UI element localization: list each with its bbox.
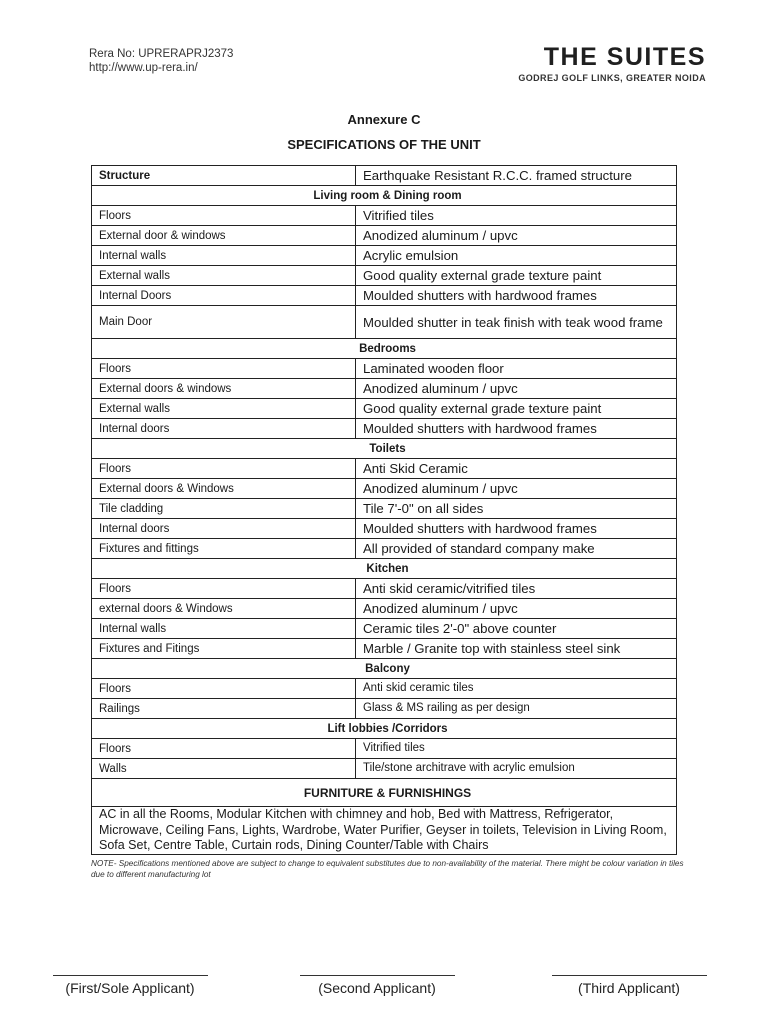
spec-label: Internal walls xyxy=(92,246,356,266)
table-row xyxy=(92,499,677,519)
spec-label: Railings xyxy=(92,699,356,719)
spec-label: Floors xyxy=(92,739,356,759)
signature-label: (First/Sole Applicant) xyxy=(65,980,195,996)
rera-number: Rera No: UPRERAPRJ2373 xyxy=(89,48,234,60)
table-row xyxy=(92,539,677,559)
table-row xyxy=(92,226,677,246)
structure-value: Earthquake Resistant R.C.C. framed structure xyxy=(356,166,677,186)
table-row xyxy=(92,206,677,226)
section-heading-row xyxy=(92,439,677,459)
spec-label: Tile cladding xyxy=(92,499,356,519)
table-row xyxy=(92,619,677,639)
section-heading-row xyxy=(92,559,677,579)
spec-value: Acrylic emulsion xyxy=(356,246,677,266)
table-row xyxy=(92,359,677,379)
spec-value: Vitrified tiles xyxy=(356,739,677,759)
spec-value: Laminated wooden floor xyxy=(356,359,677,379)
section-heading: Living room & Dining room xyxy=(92,186,677,206)
spec-value: Moulded shutters with hardwood frames xyxy=(356,519,677,539)
brand-subtitle: GODREJ GOLF LINKS, GREATER NOIDA xyxy=(518,73,706,83)
spec-label: External doors & Windows xyxy=(92,479,356,499)
spec-value: Anti skid ceramic/vitrified tiles xyxy=(356,579,677,599)
table-row xyxy=(92,459,677,479)
furnishings-section xyxy=(92,779,677,855)
spec-label: External walls xyxy=(92,399,356,419)
table-row xyxy=(92,739,677,759)
section-heading-row xyxy=(92,339,677,359)
table-row xyxy=(92,379,677,399)
spec-label: Internal walls xyxy=(92,619,356,639)
signature-second-applicant xyxy=(297,975,457,996)
spec-value: Anti Skid Ceramic xyxy=(356,459,677,479)
spec-value: Ceramic tiles 2'-0" above counter xyxy=(356,619,677,639)
table-row-structure xyxy=(92,166,677,186)
table-row xyxy=(92,419,677,439)
signature-third-applicant xyxy=(549,975,709,996)
rera-info xyxy=(89,47,233,75)
spec-value: Marble / Granite top with stainless steel sink xyxy=(356,639,677,659)
furnishings-text: AC in all the Rooms, Modular Kitchen with chimney and hob, Bed with Mattress, Refrigerator, Microwave, Ceiling Fans, Lights, Wardrobe, Water Purifier, Geyser in toilets, Television in Living Room, Sofa Set, Centre Table, Curtain rods, Dining Counter/Table with Chairs xyxy=(92,807,677,855)
note-text: NOTE- Specifications mentioned above are subject to change to equivalent substitutes due to non-availability of the material. There might be colour variation in tiles due to different manufacturing lot xyxy=(91,859,684,879)
table-row xyxy=(92,286,677,306)
spec-label: External doors & windows xyxy=(92,379,356,399)
signature-line xyxy=(53,975,208,976)
table-row xyxy=(92,246,677,266)
spec-value: Good quality external grade texture paint xyxy=(356,266,677,286)
spec-label: Main Door xyxy=(92,306,356,339)
specifications-table-body xyxy=(92,166,677,779)
table-row xyxy=(92,479,677,499)
table-row xyxy=(92,599,677,619)
furnishings-heading: FURNITURE & FURNISHINGS xyxy=(92,779,677,807)
table-row xyxy=(92,679,677,699)
signature-label: (Third Applicant) xyxy=(578,980,680,996)
table-row xyxy=(92,579,677,599)
spec-label: external doors & Windows xyxy=(92,599,356,619)
spec-label: Floors xyxy=(92,579,356,599)
table-row xyxy=(92,519,677,539)
table-row xyxy=(92,266,677,286)
brand-title: THE SUITES xyxy=(543,43,706,71)
spec-label: External door & windows xyxy=(92,226,356,246)
spec-label: Floors xyxy=(92,459,356,479)
signature-first-applicant xyxy=(50,975,210,996)
brand-logo xyxy=(518,44,706,83)
spec-value: Tile/stone architrave with acrylic emulsion xyxy=(356,759,677,779)
structure-label: Structure xyxy=(92,166,356,186)
spec-label: Internal doors xyxy=(92,419,356,439)
spec-value: Anodized aluminum / upvc xyxy=(356,379,677,399)
annexure-heading: Annexure C xyxy=(347,112,421,127)
section-heading: Balcony xyxy=(92,659,677,679)
rera-url: http://www.up-rera.in/ xyxy=(89,62,198,74)
spec-value: Vitrified tiles xyxy=(356,206,677,226)
table-row xyxy=(92,399,677,419)
section-heading: Lift lobbies /Corridors xyxy=(92,719,677,739)
page-title: SPECIFICATIONS OF THE UNIT xyxy=(287,137,481,152)
furnishings-heading-row xyxy=(92,779,677,807)
spec-label: Floors xyxy=(92,206,356,226)
table-row xyxy=(92,759,677,779)
spec-label: Internal doors xyxy=(92,519,356,539)
spec-value: Moulded shutters with hardwood frames xyxy=(356,286,677,306)
spec-value: Glass & MS railing as per design xyxy=(356,699,677,719)
spec-label: Internal Doors xyxy=(92,286,356,306)
section-heading: Bedrooms xyxy=(92,339,677,359)
spec-label: Floors xyxy=(92,359,356,379)
spec-label: Fixtures and fittings xyxy=(92,539,356,559)
section-heading: Kitchen xyxy=(92,559,677,579)
signature-line xyxy=(552,975,707,976)
spec-value: All provided of standard company make xyxy=(356,539,677,559)
table-row xyxy=(92,639,677,659)
table-row xyxy=(92,306,677,339)
spec-value: Anodized aluminum / upvc xyxy=(356,226,677,246)
signature-label: (Second Applicant) xyxy=(318,980,436,996)
table-row xyxy=(92,699,677,719)
section-heading-row xyxy=(92,719,677,739)
specifications-table xyxy=(91,165,677,855)
furnishings-text-row xyxy=(92,807,677,855)
signature-line xyxy=(300,975,455,976)
spec-value: Anodized aluminum / upvc xyxy=(356,479,677,499)
section-heading-row xyxy=(92,186,677,206)
spec-value: Moulded shutters with hardwood frames xyxy=(356,419,677,439)
spec-value: Good quality external grade texture paint xyxy=(356,399,677,419)
spec-label: Floors xyxy=(92,679,356,699)
spec-label: External walls xyxy=(92,266,356,286)
spec-label: Fixtures and Fitings xyxy=(92,639,356,659)
section-heading-row xyxy=(92,659,677,679)
spec-value: Moulded shutter in teak finish with teak wood frame xyxy=(356,306,677,339)
spec-value: Anti skid ceramic tiles xyxy=(356,679,677,699)
spec-label: Walls xyxy=(92,759,356,779)
spec-value: Anodized aluminum / upvc xyxy=(356,599,677,619)
spec-value: Tile 7'-0" on all sides xyxy=(356,499,677,519)
section-heading: Toilets xyxy=(92,439,677,459)
